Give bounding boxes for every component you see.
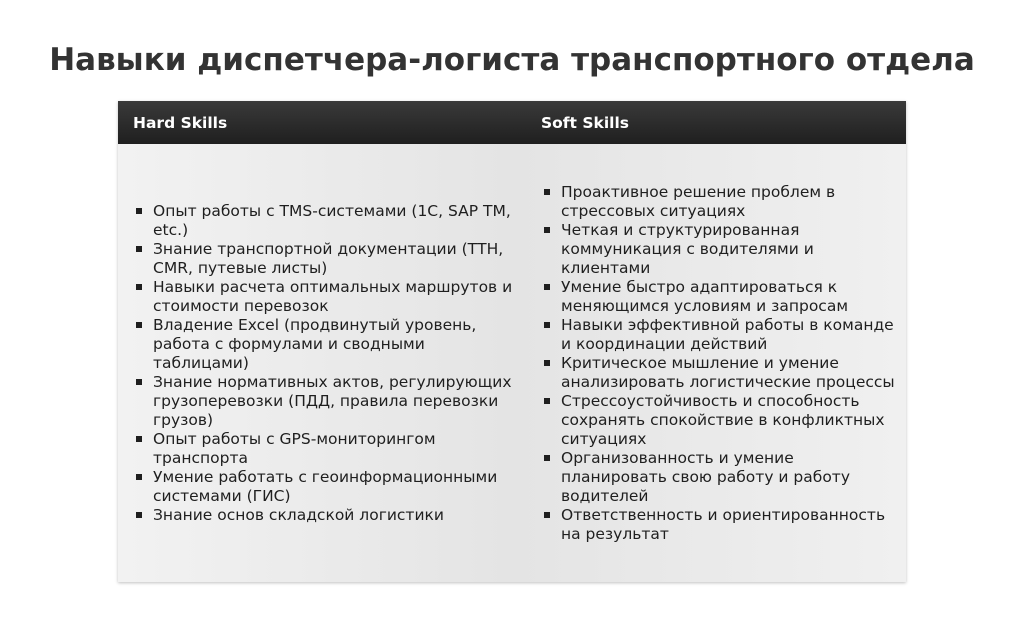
header-hard-skills: Hard Skills <box>133 113 228 132</box>
hard-skills-cell <box>118 202 526 525</box>
hard-skill-item: Знание основ складской логистики <box>133 506 516 525</box>
soft-skills-cell <box>526 183 906 544</box>
soft-skill-item: Проактивное решение проблем в стрессовых ситуациях <box>541 183 896 221</box>
soft-skill-item: Критическое мышление и умение анализировать логистические процессы <box>541 354 896 392</box>
table-body <box>118 144 906 582</box>
hard-skills-list <box>133 202 516 525</box>
soft-skill-item: Стрессоустойчивость и способность сохранять спокойствие в конфликтных ситуациях <box>541 392 896 449</box>
hard-skill-item: Знание транспортной документации (ТТН, CMR, путевые листы) <box>133 240 516 278</box>
table-header <box>118 101 906 144</box>
hard-skill-item: Опыт работы с GPS-мониторингом транспорта <box>133 430 516 468</box>
hard-skill-item: Опыт работы с TMS-системами (1С, SAP TM, etc.) <box>133 202 516 240</box>
soft-skills-list <box>541 183 896 544</box>
hard-skill-item: Знание нормативных актов, регулирующих грузоперевозки (ПДД, правила перевозки грузов) <box>133 373 516 430</box>
soft-skill-item: Ответственность и ориентированность на результат <box>541 506 896 544</box>
soft-skill-item: Умение быстро адаптироваться к меняющимся условиям и запросам <box>541 278 896 316</box>
page-title: Навыки диспетчера-логиста транспортного отдела <box>49 42 975 78</box>
skills-table <box>118 101 906 582</box>
soft-skill-item: Четкая и структурированная коммуникация с водителями и клиентами <box>541 221 896 278</box>
soft-skill-item: Организованность и умение планировать свою работу и работу водителей <box>541 449 896 506</box>
hard-skill-item: Владение Excel (продвинутый уровень, работа с формулами и сводными таблицами) <box>133 316 516 373</box>
header-soft-skills: Soft Skills <box>541 113 629 132</box>
hard-skill-item: Навыки расчета оптимальных маршрутов и стоимости перевозок <box>133 278 516 316</box>
hard-skill-item: Умение работать с геоинформационными системами (ГИС) <box>133 468 516 506</box>
soft-skill-item: Навыки эффективной работы в команде и координации действий <box>541 316 896 354</box>
